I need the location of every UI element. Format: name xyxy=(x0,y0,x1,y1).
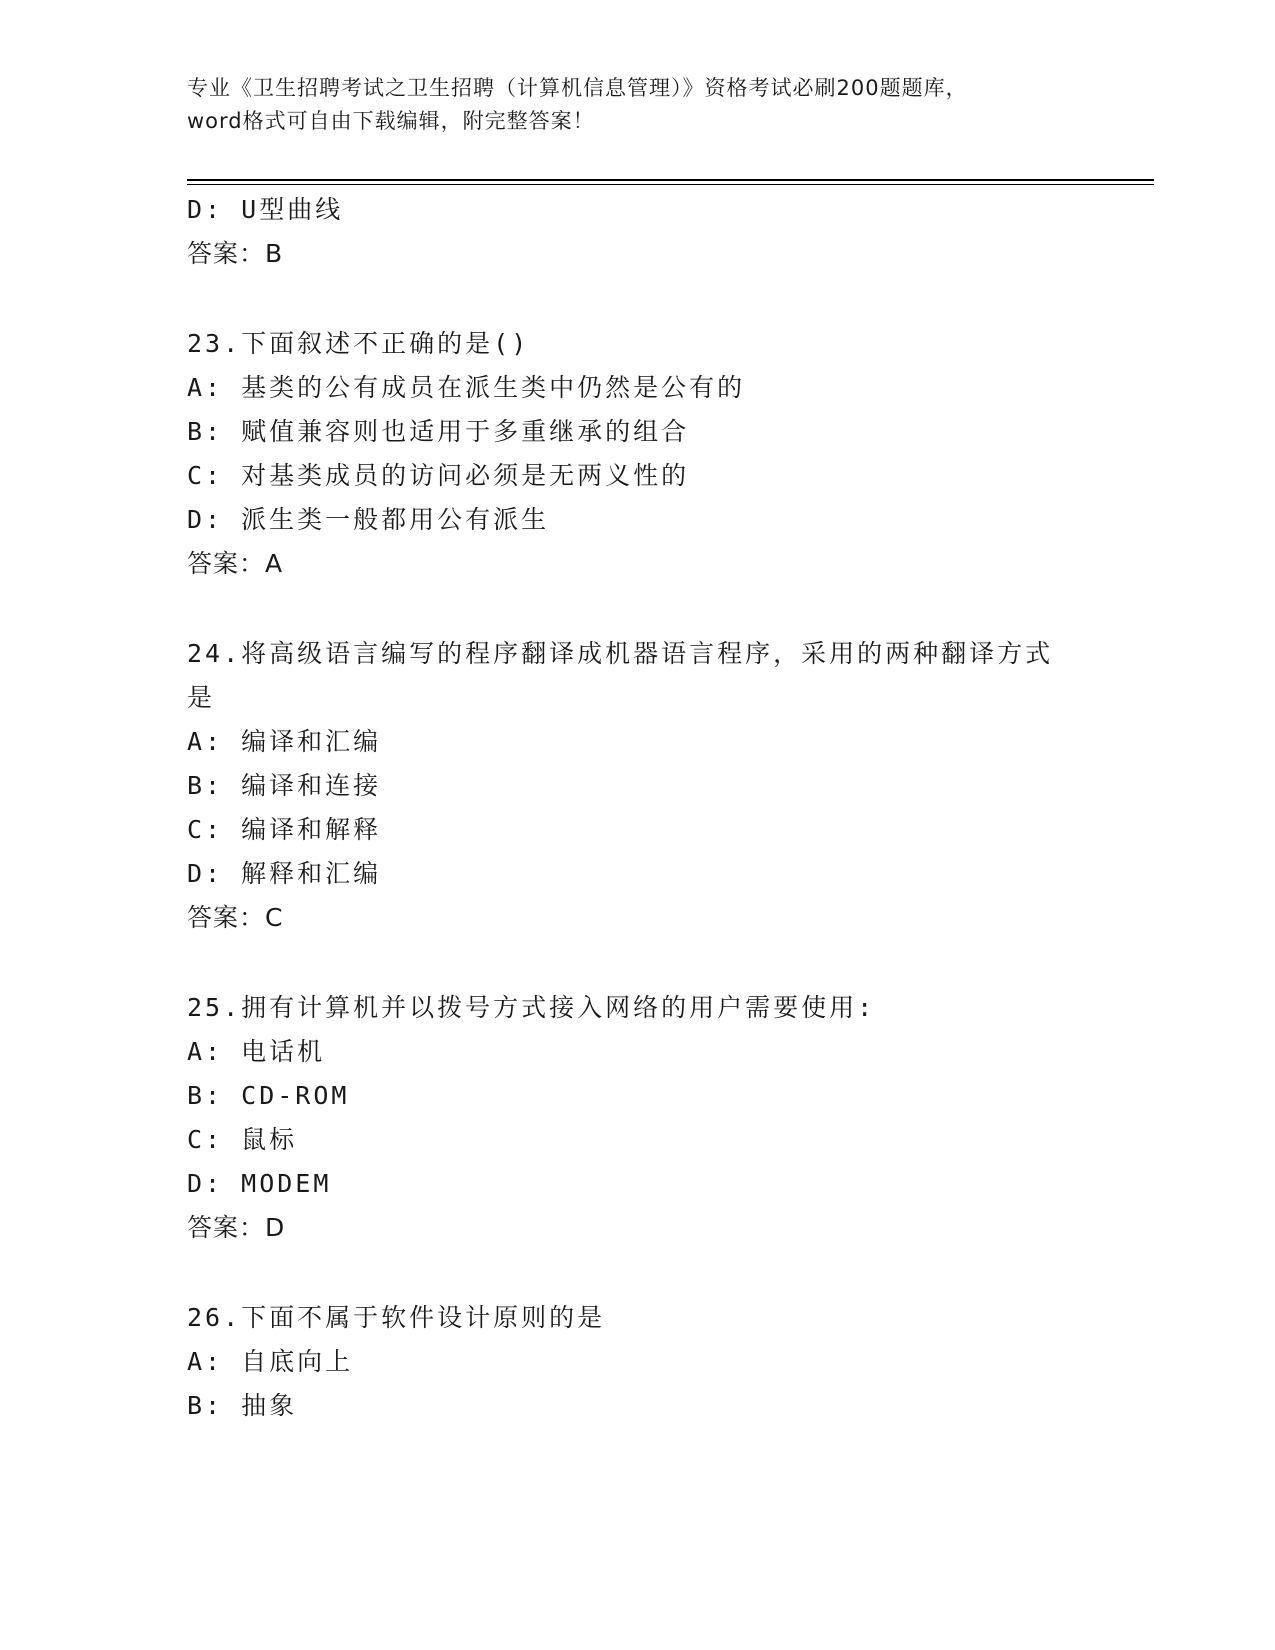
q24-question-line-1: 24.将高级语言编写的程序翻译成机器语言程序，采用的两种翻译方式 xyxy=(187,639,1054,668)
header-divider-thick xyxy=(187,179,1154,181)
prev-option-d: D: U型曲线 xyxy=(187,195,344,224)
q23-option-b: B: 赋值兼容则也适用于多重继承的组合 xyxy=(187,417,690,446)
q24-option-d: D: 解释和汇编 xyxy=(187,859,382,888)
q24-option-a: A: 编译和汇编 xyxy=(187,727,382,756)
q24-option-b: B: 编译和连接 xyxy=(187,771,382,800)
q26-option-a: A: 自底向上 xyxy=(187,1347,354,1376)
q23-option-d: D: 派生类一般都用公有派生 xyxy=(187,505,550,534)
q26-option-b: B: 抽象 xyxy=(187,1391,298,1420)
q25-question: 25.拥有计算机并以拨号方式接入网络的用户需要使用: xyxy=(187,993,876,1022)
q26-question: 26.下面不属于软件设计原则的是 xyxy=(187,1303,606,1332)
q25-option-d: D: MODEM xyxy=(187,1169,332,1198)
q24-question-line-2: 是 xyxy=(187,683,216,712)
q25-option-a: A: 电话机 xyxy=(187,1037,326,1066)
q25-option-b: B: CD-ROM xyxy=(187,1081,350,1110)
q23-option-c: C: 对基类成员的访问必须是无两义性的 xyxy=(187,461,690,490)
q24-answer: 答案：C xyxy=(187,903,284,932)
header-line-2: word格式可自由下载编辑，附完整答案！ xyxy=(187,109,595,133)
q23-answer: 答案：A xyxy=(187,549,284,578)
header-line-1: 专业《卫生招聘考试之卫生招聘（计算机信息管理）》资格考试必刷200题题库， xyxy=(187,76,968,100)
q24-option-c: C: 编译和解释 xyxy=(187,815,382,844)
q23-option-a: A: 基类的公有成员在派生类中仍然是公有的 xyxy=(187,373,746,402)
q25-answer: 答案：D xyxy=(187,1213,286,1242)
q25-option-c: C: 鼠标 xyxy=(187,1125,298,1154)
prev-answer: 答案：B xyxy=(187,239,284,268)
header-divider-thin xyxy=(187,184,1154,185)
q23-question: 23.下面叙述不正确的是() xyxy=(187,329,530,358)
document-header xyxy=(187,72,1087,138)
